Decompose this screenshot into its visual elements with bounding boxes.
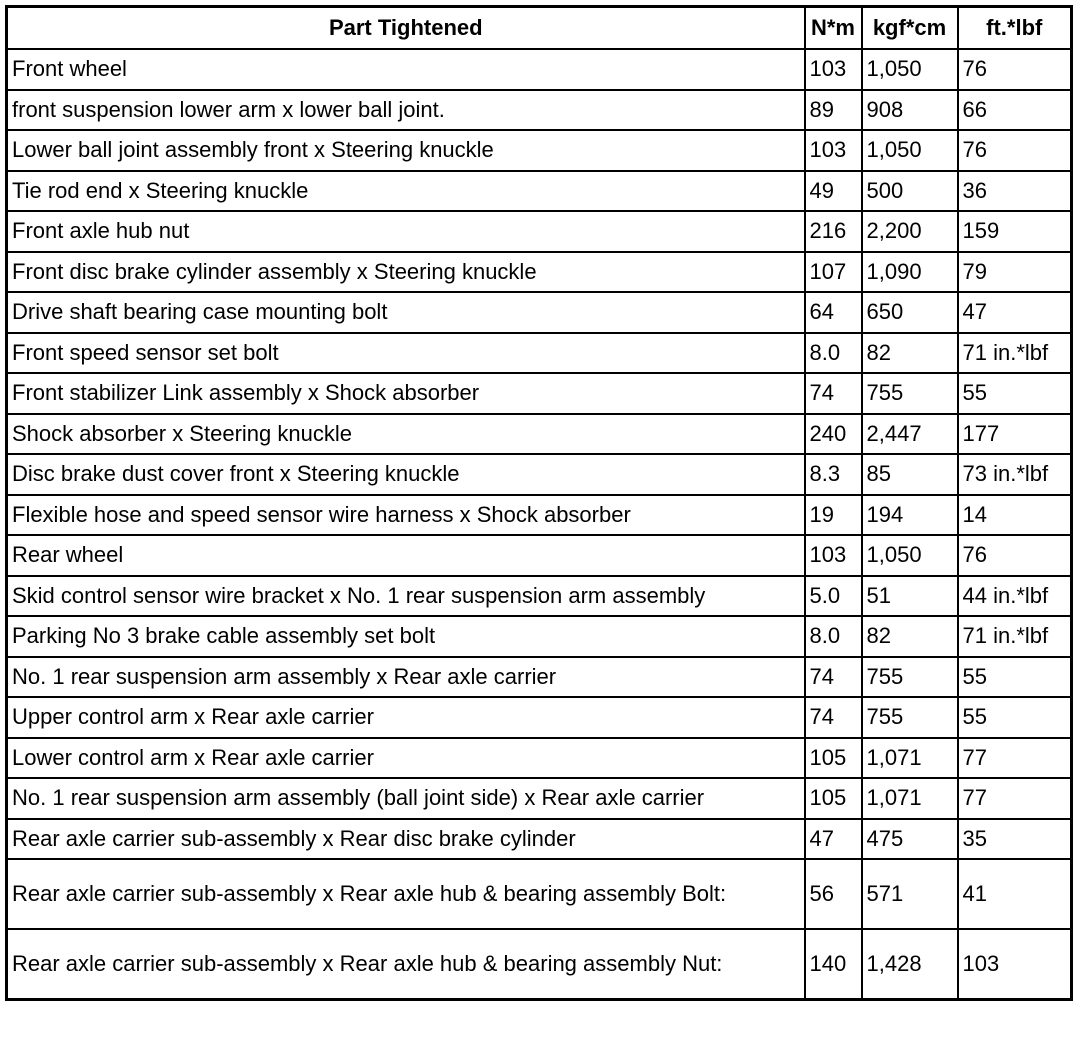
cell-kgf-cm: 755 xyxy=(862,697,958,738)
cell-kgf-cm: 2,200 xyxy=(862,211,958,252)
cell-ft-lbf: 47 xyxy=(958,292,1072,333)
table-row xyxy=(7,616,1072,657)
cell-part: Shock absorber x Steering knuckle xyxy=(7,414,805,455)
table-row xyxy=(7,778,1072,819)
cell-part: Rear wheel xyxy=(7,535,805,576)
table-row xyxy=(7,130,1072,171)
cell-ft-lbf: 55 xyxy=(958,657,1072,698)
cell-ft-lbf: 79 xyxy=(958,252,1072,293)
cell-kgf-cm: 85 xyxy=(862,454,958,495)
cell-nm: 240 xyxy=(805,414,862,455)
cell-nm: 8.0 xyxy=(805,333,862,374)
cell-kgf-cm: 82 xyxy=(862,616,958,657)
table-row xyxy=(7,252,1072,293)
cell-kgf-cm: 755 xyxy=(862,373,958,414)
cell-part: Front wheel xyxy=(7,49,805,90)
cell-ft-lbf: 41 xyxy=(958,859,1072,929)
cell-kgf-cm: 650 xyxy=(862,292,958,333)
table-row xyxy=(7,495,1072,536)
table-row xyxy=(7,738,1072,779)
table-row xyxy=(7,535,1072,576)
cell-kgf-cm: 908 xyxy=(862,90,958,131)
cell-part: Front disc brake cylinder assembly x Steering knuckle xyxy=(7,252,805,293)
cell-nm: 216 xyxy=(805,211,862,252)
table-header-row xyxy=(7,7,1072,50)
cell-part: Rear axle carrier sub-assembly x Rear axle hub & bearing assembly Nut: xyxy=(7,929,805,1000)
cell-kgf-cm: 2,447 xyxy=(862,414,958,455)
cell-nm: 107 xyxy=(805,252,862,293)
cell-ft-lbf: 14 xyxy=(958,495,1072,536)
cell-part: Disc brake dust cover front x Steering knuckle xyxy=(7,454,805,495)
cell-part: Lower ball joint assembly front x Steering knuckle xyxy=(7,130,805,171)
cell-part: No. 1 rear suspension arm assembly (ball joint side) x Rear axle carrier xyxy=(7,778,805,819)
header-part-tightened: Part Tightened xyxy=(7,7,805,50)
cell-part: Skid control sensor wire bracket x No. 1 rear suspension arm assembly xyxy=(7,576,805,617)
cell-nm: 105 xyxy=(805,778,862,819)
cell-kgf-cm: 1,050 xyxy=(862,130,958,171)
table-row xyxy=(7,49,1072,90)
cell-nm: 74 xyxy=(805,373,862,414)
table-row xyxy=(7,454,1072,495)
table-row xyxy=(7,171,1072,212)
cell-nm: 56 xyxy=(805,859,862,929)
cell-part: Rear axle carrier sub-assembly x Rear disc brake cylinder xyxy=(7,819,805,860)
cell-ft-lbf: 159 xyxy=(958,211,1072,252)
cell-part: Lower control arm x Rear axle carrier xyxy=(7,738,805,779)
cell-part: Upper control arm x Rear axle carrier xyxy=(7,697,805,738)
table-row xyxy=(7,697,1072,738)
cell-ft-lbf: 177 xyxy=(958,414,1072,455)
table-row xyxy=(7,373,1072,414)
cell-nm: 103 xyxy=(805,130,862,171)
cell-nm: 74 xyxy=(805,697,862,738)
table-row xyxy=(7,859,1072,929)
cell-part: Rear axle carrier sub-assembly x Rear axle hub & bearing assembly Bolt: xyxy=(7,859,805,929)
cell-ft-lbf: 73 in.*lbf xyxy=(958,454,1072,495)
header-ft-lbf: ft.*lbf xyxy=(958,7,1072,50)
cell-nm: 49 xyxy=(805,171,862,212)
cell-nm: 140 xyxy=(805,929,862,1000)
cell-part: Front speed sensor set bolt xyxy=(7,333,805,374)
cell-ft-lbf: 103 xyxy=(958,929,1072,1000)
cell-ft-lbf: 76 xyxy=(958,49,1072,90)
table-row xyxy=(7,90,1072,131)
cell-kgf-cm: 1,050 xyxy=(862,535,958,576)
cell-nm: 19 xyxy=(805,495,862,536)
cell-nm: 5.0 xyxy=(805,576,862,617)
cell-nm: 103 xyxy=(805,535,862,576)
cell-ft-lbf: 36 xyxy=(958,171,1072,212)
cell-part: Tie rod end x Steering knuckle xyxy=(7,171,805,212)
cell-kgf-cm: 1,428 xyxy=(862,929,958,1000)
cell-part: Front axle hub nut xyxy=(7,211,805,252)
table-row xyxy=(7,211,1072,252)
cell-kgf-cm: 500 xyxy=(862,171,958,212)
cell-kgf-cm: 51 xyxy=(862,576,958,617)
cell-ft-lbf: 76 xyxy=(958,535,1072,576)
cell-nm: 105 xyxy=(805,738,862,779)
table-row xyxy=(7,819,1072,860)
cell-ft-lbf: 44 in.*lbf xyxy=(958,576,1072,617)
cell-kgf-cm: 475 xyxy=(862,819,958,860)
cell-ft-lbf: 77 xyxy=(958,738,1072,779)
cell-nm: 8.0 xyxy=(805,616,862,657)
table-row xyxy=(7,657,1072,698)
table-row xyxy=(7,292,1072,333)
cell-nm: 74 xyxy=(805,657,862,698)
cell-ft-lbf: 71 in.*lbf xyxy=(958,616,1072,657)
cell-ft-lbf: 71 in.*lbf xyxy=(958,333,1072,374)
table-body xyxy=(7,49,1072,1000)
cell-nm: 8.3 xyxy=(805,454,862,495)
cell-kgf-cm: 755 xyxy=(862,657,958,698)
header-kgf-cm: kgf*cm xyxy=(862,7,958,50)
cell-kgf-cm: 1,071 xyxy=(862,738,958,779)
cell-part: Drive shaft bearing case mounting bolt xyxy=(7,292,805,333)
torque-spec-table xyxy=(5,5,1073,1001)
cell-nm: 64 xyxy=(805,292,862,333)
cell-part: Parking No 3 brake cable assembly set bolt xyxy=(7,616,805,657)
cell-nm: 89 xyxy=(805,90,862,131)
cell-ft-lbf: 76 xyxy=(958,130,1072,171)
table-row xyxy=(7,929,1072,1000)
cell-kgf-cm: 1,071 xyxy=(862,778,958,819)
cell-ft-lbf: 55 xyxy=(958,373,1072,414)
cell-kgf-cm: 571 xyxy=(862,859,958,929)
cell-part: Front stabilizer Link assembly x Shock absorber xyxy=(7,373,805,414)
cell-kgf-cm: 1,090 xyxy=(862,252,958,293)
table-row xyxy=(7,576,1072,617)
cell-part: No. 1 rear suspension arm assembly x Rear axle carrier xyxy=(7,657,805,698)
cell-ft-lbf: 35 xyxy=(958,819,1072,860)
table-row xyxy=(7,414,1072,455)
cell-ft-lbf: 66 xyxy=(958,90,1072,131)
cell-kgf-cm: 194 xyxy=(862,495,958,536)
cell-part: Flexible hose and speed sensor wire harness x Shock absorber xyxy=(7,495,805,536)
cell-nm: 47 xyxy=(805,819,862,860)
cell-kgf-cm: 82 xyxy=(862,333,958,374)
table-row xyxy=(7,333,1072,374)
cell-part: front suspension lower arm x lower ball joint. xyxy=(7,90,805,131)
header-nm: N*m xyxy=(805,7,862,50)
cell-ft-lbf: 77 xyxy=(958,778,1072,819)
cell-kgf-cm: 1,050 xyxy=(862,49,958,90)
cell-ft-lbf: 55 xyxy=(958,697,1072,738)
cell-nm: 103 xyxy=(805,49,862,90)
